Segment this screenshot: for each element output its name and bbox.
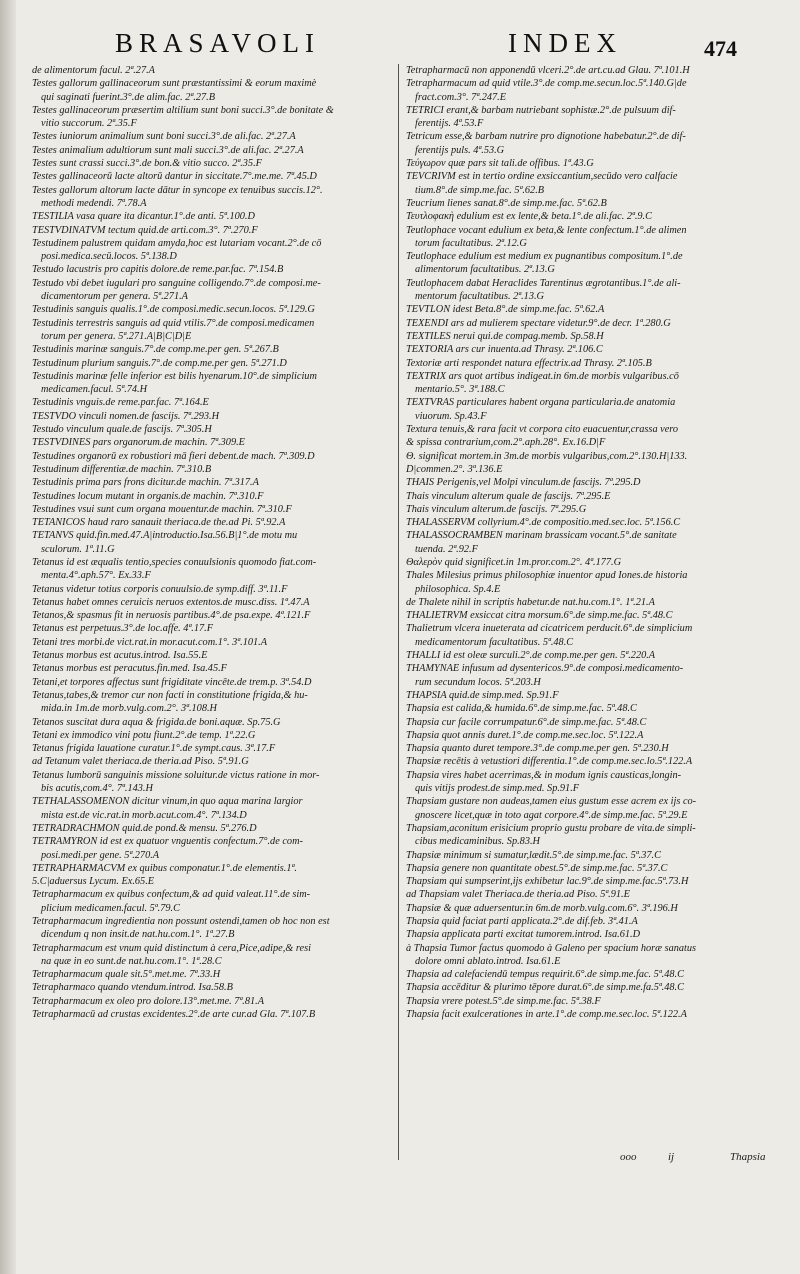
index-entry-line: Textoriæ arti respondet natura effectrix.ad Thrasy. 2ª.105.B	[406, 357, 652, 369]
index-entry-line: Testes gallinaceorum præsertim altilium sunt boni succi.3°.de bonitate &	[32, 104, 334, 116]
index-entry-line: Testes gallorum gallinaceorum sunt præstantissimi & eorum maximè	[32, 78, 317, 90]
index-entry-line: plicium medicamen.facul. 5ª.79.C	[41, 902, 180, 914]
index-entry-line: Thapsiæ & quæ aduersentur.in 6m.de morb.vulg.com.6°. 3ª.196.H	[406, 902, 678, 914]
index-entry-line: Thapsia cur facile corrumpatur.6°.de simp.me.fac. 5ª.48.C	[406, 716, 647, 728]
index-entry-line: THALASSOCRAMBEN marinam brassicam vocant.5°.de sanitate	[406, 530, 677, 542]
index-entry-line: ad Tetanum valet theriaca.de theria.ad Piso. 5ª.91.G	[32, 756, 249, 768]
index-entry-line: posi.medi.per gene. 5ª.270.A	[41, 849, 160, 861]
index-entry-line: Thapsiæ minimum si sumatur,lædit.5°.de simp.me.fac. 5ª.37.C	[406, 849, 661, 861]
index-entry-line: Testes animalium adultiorum sunt mali succi.3°.de ali.fac. 2ª.27.A	[32, 144, 304, 156]
index-entry-line: Tetanus videtur totius corporis conuulsio.de symp.diff. 3ª.11.F	[32, 583, 288, 595]
index-entry-line: Thapsiam gustare non audeas,tamen eius gustum esse acrem ex ijs co-	[406, 796, 697, 808]
index-entry-line: mista est.de vic.rat.in morb.acut.com.4°. 7ª.134.D	[41, 809, 247, 821]
index-entry-line: THAIS Perigenis,vel Molpi vinculum.de fascijs. 7ª.295.D	[406, 477, 641, 489]
index-entry-line: methodi medendi. 7ª.78.A	[41, 197, 147, 209]
index-entry-line: TEXENDI ars ad mulierem spectare videtur.9°.de decr. 1ª.280.G	[406, 317, 671, 329]
index-entry-line: TESTILIA vasa quare ita dicantur.1°.de anti. 5ª.100.D	[32, 211, 255, 223]
index-entry-line: Tetani ex immodico vini potu fiunt.2°.de temp. 1ª.22.G	[32, 729, 256, 741]
index-entry-line: Thalietrum vlcera inueterata ad cicatricem perducit.6°.de simplicium	[406, 623, 693, 635]
index-entry-line: D|commen.2°. 3ª.136.E	[406, 463, 503, 475]
index-entry-line: tium.8°.de simp.me.fac. 5ª.62.B	[415, 184, 545, 196]
index-entry-line: alimentorum facultatibus. 2ª.13.G	[415, 264, 555, 276]
index-entry-line: medicamentorum facultatibus. 5ª.48.C	[415, 636, 574, 648]
index-entry-line: Thapsiæ recētis à vetustiori differentia.1°.de comp.me.sec.lo.5ª.122.A	[406, 756, 693, 768]
index-entry-line: Thapsiam,aconitum erisicium proprio gustu probare de vita.de simpli-	[406, 822, 696, 834]
right-column	[406, 64, 768, 1021]
left-column	[32, 64, 390, 1021]
index-entry-line: vitio succorum. 2ª.35.F	[41, 118, 137, 130]
index-entry-line: Teutlophace edulium est medium ex pugnantibus compositum.1°.de	[406, 251, 683, 263]
index-entry-line: TETHALASSOMENON dicitur vinum,in quo aqua marina largior	[32, 796, 303, 808]
index-entry-line: Testudinis terrestris sanguis ad quid vtilis.7°.de composi.medicamen	[32, 317, 315, 329]
index-entry-line: rum secundum locos. 5ª.203.H	[415, 676, 541, 688]
index-entry-line: Testudines vsui sunt cum organa mouentur.de machin. 7ª.310.F	[32, 503, 292, 515]
index-entry-line: Thapsia vires habet acerrimas,& in modum ignis causticas,longin-	[406, 769, 682, 781]
index-entry-line: Thapsia quanto duret tempore.3°.de comp.me.per gen. 5ª.230.H	[406, 743, 669, 755]
index-entry-line: Θαλερὸν quid significet.in 1m.pror.com.2°. 4ª.177.G	[406, 556, 622, 568]
index-entry-line: de alimentorum facul. 2ª.27.A	[32, 65, 155, 76]
index-entry-line: dolore omni ablato.introd. Isa.61.E	[415, 955, 561, 967]
index-entry-line: 5.C|aduersus Lycum. Ex.65.E	[32, 876, 155, 888]
index-entry-line: Thapsia est calida,& humida.6°.de simp.me.fac. 5ª.48.C	[406, 703, 637, 715]
index-entry-line: Tetanos,& spasmus fit in neruosis partibus.4°.de psa.expe. 4ª.121.F	[32, 610, 311, 622]
index-entry-line: TETANVS quid.fin.med.47.A|introductio.Isa.56.B|1°.de motu mu	[32, 530, 298, 542]
index-entry-line: ferentijs puls. 4ª.53.G	[415, 144, 505, 156]
index-entry-line: TEXTRIX ars quot artibus indigeat.in 6m.de morbis vulgaribus.cō	[406, 370, 679, 382]
index-entry-line: Testudo vinculum quale.de fascijs. 7ª.305.H	[32, 424, 212, 436]
index-entry-line: à Thapsia Tumor factus quomodo à Galeno per spacium horæ sanatus	[406, 942, 697, 954]
index-entry-line: Testudines locum mutant in organis.de machin. 7ª.310.F	[32, 490, 264, 502]
index-entry-line: Testes sunt crassi succi.3°.de bon.& vitio succo. 2ª.35.F	[32, 158, 262, 170]
index-entry-line: Testudinum differentiæ.de machin. 7ª.310.B	[32, 463, 212, 475]
index-entry-line: TEXTILES nerui qui.de compag.memb. Sp.58.H	[406, 330, 604, 342]
index-entry-line: mentorum facultatibus. 2ª.13.G	[415, 291, 544, 303]
index-entry-line: Thais vinculum alterum.de fascijs. 7ª.295.G	[406, 503, 587, 515]
index-entry-line: TEXTVRAS particulares habent organa particularia.de anatomia	[406, 397, 676, 409]
index-entry-line: Thapsia accēditur & plurimo tēpore durat.6°.de simp.me.fa.5ª.48.C	[406, 982, 685, 994]
index-entry-line: Thapsia vrere potest.5°.de simp.me.fac. 5ª.38.F	[406, 995, 601, 1007]
gathering-mark: ij	[668, 1151, 675, 1163]
index-entry-line: Textura tenuis,& rara facit vt corpora cito euacuentur,crassa vero	[406, 424, 679, 436]
index-entry-line: cibus medicaminibus. Sp.83.H	[415, 836, 540, 848]
index-entry-line: & spissa contrarium,com.2°.aph.28°. Ex.16.D|F	[406, 437, 606, 449]
index-entry-line: Testudinis sanguis qualis.1°.de composi.medic.secun.locos. 5ª.129.G	[32, 304, 315, 316]
index-entry-line: Tetrapharmacū non apponendū vlceri.2°.de art.cu.ad Glau. 7ª.101.H	[406, 65, 690, 76]
catchword: Thapsia	[730, 1151, 766, 1163]
index-entry-line: Tetrapharmacum ex quibus confectum,& ad quid valeat.11°.de sim-	[32, 889, 311, 901]
index-entry-line: TESTVDINES pars organorum.de machin. 7ª.309.E	[32, 437, 245, 449]
index-entry-line: Testudinem palustrem quidam amyda,hoc est lutariam vocant.2°.de cō	[32, 237, 322, 249]
index-entry-line: Tetanus id est æqualis tentio,species conuulsionis quomodo fiat.com-	[32, 556, 317, 568]
index-entry-line: TETANICOS haud raro sanauit theriaca.de the.ad Pi. 5ª.92.A	[32, 517, 286, 529]
index-entry-line: Θ. significat mortem.in 3m.de morbis vulgaribus,com.2°.130.H|133.	[406, 450, 688, 462]
index-entry-line: Tetanus,tabes,& tremor cur non facti in constitutione frigida,& hu-	[32, 689, 308, 701]
index-entry-line: TETRICI erant,& barbam nutriebant sophistæ.2°.de pulsuum dif-	[406, 104, 676, 116]
index-entry-line: TETRAPHARMACVM ex quibus componatur.1°.de elementis.1ª.	[32, 862, 297, 874]
index-entry-line: Tetani tres morbi.de vict.rat.in mor.acut.com.1°. 3ª.101.A	[32, 636, 268, 648]
index-entry-line: mentario.5°. 3ª.188.C	[415, 384, 505, 396]
index-entry-line: ad Thapsiam valet Theriaca.de theria.ad Piso. 5ª.91.E	[406, 889, 630, 901]
index-entry-line: Thapsia genere non quantitate obest.5°.de simp.me.fac. 5ª.37.C	[406, 862, 668, 874]
index-entry-line: Tetrapharmacum est vnum quid distinctum à cera,Pice,adipe,& resi	[32, 942, 311, 954]
index-entry-line: Thapsia quot annis duret.1°.de comp.me.sec.loc. 5ª.122.A	[406, 729, 644, 741]
index-entry-line: bis acutis,com.4°. 7ª.143.H	[41, 783, 153, 795]
index-entry-line: Tetrapharmacum ex oleo pro dolore.13°.met.me. 7ª.81.A	[32, 995, 265, 1007]
index-entry-line: Thapsia ad calefaciendū tempus requirit.6°.de simp.me.fac. 5ª.48.C	[406, 969, 684, 981]
index-entry-line: mida.in 1m.de morb.vulg.com.2°. 3ª.108.H	[41, 703, 217, 715]
index-entry-line: philosophica. Sp.4.E	[415, 583, 501, 595]
index-entry-line: TEVTLON idest Beta.8°.de simp.me.fac. 5ª.62.A	[406, 304, 605, 316]
index-entry-line: Thais vinculum alterum quale de fascijs. 7ª.295.E	[406, 490, 611, 502]
index-entry-line: Tetrapharmaco quando vtendum.introd. Isa.58.B	[32, 982, 233, 994]
index-entry-line: Thapsiam qui sumpserint,ijs exhibetur lac.9°.de simp.me.fac.5ª.73.H	[406, 876, 689, 888]
index-entry-line: Tetanus frigida lauatione curatur.1°.de sympt.caus. 3ª.17.F	[32, 743, 276, 755]
index-entry-line: Testudinis marinæ sanguis.7°.de comp.me.per gen. 5ª.267.B	[32, 344, 279, 356]
index-entry-line: TESTVDO vinculi nomen.de fascijs. 7ª.293.H	[32, 410, 220, 422]
index-entry-line: Thapsia facit exulcerationes in arte.1°.de comp.me.sec.loc. 5ª.122.A	[406, 1009, 687, 1021]
column-divider	[398, 64, 399, 1160]
index-entry-line: TETRAMYRON id est ex quatuor vnguentis confectum.7°.de com-	[32, 836, 303, 848]
index-entry-line: TEVCRIVM est in tertio ordine exsiccantium,secūdo vero calfacie	[406, 171, 678, 183]
index-entry-line: Testudines organorū ex robustiori mā fieri debent.de mach. 7ª.309.D	[32, 450, 315, 462]
index-entry-line: Testes gallorum altorum lacte dātur in syncope ex tenuibus succis.12°.	[32, 184, 323, 196]
index-entry-line: na quæ in eo sunt.de nat.hu.com.1°. 1ª.28.C	[41, 955, 222, 967]
index-entry-line: Testes iuniorum animalium sunt boni succi.3°.de ali.fac. 2ª.27.A	[32, 131, 296, 143]
index-entry-line: Thales Milesius primus philosophiæ inuentor apud Iones.de historia	[406, 570, 688, 582]
index-entry-line: Τευτλοφακὴ edulium est ex lente,& beta.1°.de ali.fac. 2ª.9.C	[406, 211, 652, 223]
index-entry-line: ferentijs. 4ª.53.F	[415, 118, 484, 130]
index-entry-line: THALIETRVM exsiccat citra morsum.6°.de simp.me.fac. 5ª.48.C	[406, 610, 673, 622]
index-entry-line: gnoscere licet,quæ in toto agat corpore.4°.de simp.me.fac. 5ª.29.E	[415, 809, 688, 821]
index-entry-line: THALASSERVM collyrium.4°.de compositio.med.sec.loc. 5ª.156.C	[406, 517, 681, 529]
index-entry-line: THALLI id est oleæ surculi.2°.de comp.me.per gen. 5ª.220.A	[406, 650, 656, 662]
index-entry-line: TEXTORIA ars cur inuenta.ad Thrasy. 2ª.106.C	[406, 344, 603, 356]
index-entry-line: Testudinum plurium sanguis.7°.de comp.me.per gen. 5ª.271.D	[32, 357, 287, 369]
index-entry-line: Tetanus habet omnes ceruicis neruos extentos.de musc.diss. 1ª.47.A	[32, 596, 310, 608]
index-entry-line: Tetrapharmacum ad quid vtile.3°.de comp.me.secun.loc.5ª.140.G|de	[406, 78, 687, 90]
index-entry-line: Tetricum esse,& barbam nutrire pro dignotione habebatur.2°.de dif-	[406, 131, 686, 143]
index-entry-line: posi.medica.secū.locos. 5ª.138.D	[41, 251, 177, 263]
index-entry-line: Teutlophacem dabat Heraclides Tarentinus ægrotantibus.1°.de ali-	[406, 277, 681, 289]
index-entry-line: Tetani,et torpores affectus sunt frigiditate vincēte.de trem.p. 3ª.54.D	[32, 676, 312, 688]
running-head-title: INDEX	[508, 28, 622, 58]
index-entry-line: quis vitijs prodest.de simp.med. Sp.91.F	[415, 783, 580, 795]
index-entry-line: qui saginati fuerint.3°.de alim.fac. 2ª.27.B	[41, 91, 215, 103]
running-head-author: BRASAVOLI	[115, 28, 321, 58]
index-entry-line: torum per genera. 5ª.271.A|B|C|D|E	[41, 330, 192, 342]
index-entry-line: Tetanus morbus est peracutus.fin.med. Isa.45.F	[32, 663, 227, 675]
index-entry-line: Thapsia applicata parti excitat tumorem.introd. Isa.61.D	[406, 929, 641, 941]
index-entry-line: tuenda. 2ª.92.F	[415, 543, 478, 555]
index-entry-line: Testudinis prima pars frons dicitur.de machin. 7ª.317.A	[32, 477, 259, 489]
index-entry-line: Testudo lacustris pro capitis dolore.de reme.par.fac. 7ª.154.B	[32, 264, 284, 276]
index-entry-line: Tetanus lumborū sanguinis missione soluitur.de victus ratione in mor-	[32, 769, 320, 781]
index-entry-line: Tetrapharmacū ad crustas excidentes.2°.de arte cur.ad Gla. 7ª.107.B	[32, 1009, 316, 1021]
index-entry-line: Testudo vbi debet iugulari pro sanguine colligendo.7°.de composi.me-	[32, 277, 321, 289]
index-entry-line: Tetanus est perpetuus.3°.de loc.affe. 4ª.17.F	[32, 623, 214, 635]
index-entry-line: torum facultatibus. 2ª.12.G	[415, 237, 527, 249]
index-entry-line: Teutlophace vocant edulium ex beta,& lente confectum.1°.de alimen	[406, 224, 687, 236]
index-entry-line: viuorum. Sp.43.F	[415, 410, 487, 422]
index-entry-line: Testudinis vnguis.de reme.par.fac. 7ª.164.E	[32, 397, 209, 409]
index-entry-line: menta.4°.aph.57°. Ex.33.F	[41, 570, 151, 582]
index-entry-line: Tetrapharmacum ingredientia non possunt ostendi,tamen ob hoc non est	[32, 916, 330, 927]
index-entry-line: dicendum q non insit.de nat.hu.com.1°. 1ª.27.B	[41, 929, 235, 941]
index-entry-line: fract.com.3°. 7ª.247.E	[415, 91, 507, 103]
index-entry-line: medicamen.facul. 5ª.74.H	[41, 384, 148, 396]
index-entry-line: TETRADRACHMON quid.de pond.& mensu. 5ª.276.D	[32, 822, 257, 834]
index-entry-line: THAPSIA quid.de simp.med. Sp.91.F	[406, 689, 559, 701]
index-entry-line: dicamentorum per genera. 5ª.271.A	[41, 291, 188, 303]
index-entry-line: Testudinis marinæ felle inferior est bilis hyenarum.10°.de simplicium	[32, 370, 317, 382]
index-entry-line: Τεύγωρον quæ pars sit tali.de offibus. 1ª.43.G	[406, 158, 594, 170]
index-entry-line: Thapsia quid faciat parti applicata.2°.de dif.feb. 3ª.41.A	[406, 916, 638, 927]
index-entry-line: Tetanos suscitat dura aqua & frigida.de boni.aquæ. Sp.75.G	[32, 716, 281, 728]
page-number: 474	[704, 36, 737, 61]
index-entry-line: THAMYNAE infusum ad dysentericos.9°.de composi.medicamento-	[406, 663, 684, 675]
index-entry-line: TESTVDINATVM tectum quid.de arti.com.3°. 7ª.270.F	[32, 224, 258, 236]
index-entry-line: Teucrium lienes sanat.8°.de simp.me.fac. 5ª.62.B	[406, 197, 607, 209]
index-entry-line: de Thalete nihil in scriptis habetur.de nat.hu.com.1°. 1ª.21.A	[406, 596, 655, 608]
index-entry-line: Testes gallinaceorū lacte altorū dantur in siccitate.7°.me.me. 7ª.45.D	[32, 171, 317, 183]
signature-mark: ooo	[620, 1151, 637, 1163]
index-entry-line: sculorum. 1ª.11.G	[41, 543, 115, 555]
index-entry-line: Tetrapharmacum quale sit.5°.met.me. 7ª.33.H	[32, 969, 221, 981]
index-entry-line: Tetanus morbus est acutus.introd. Isa.55.E	[32, 650, 208, 662]
